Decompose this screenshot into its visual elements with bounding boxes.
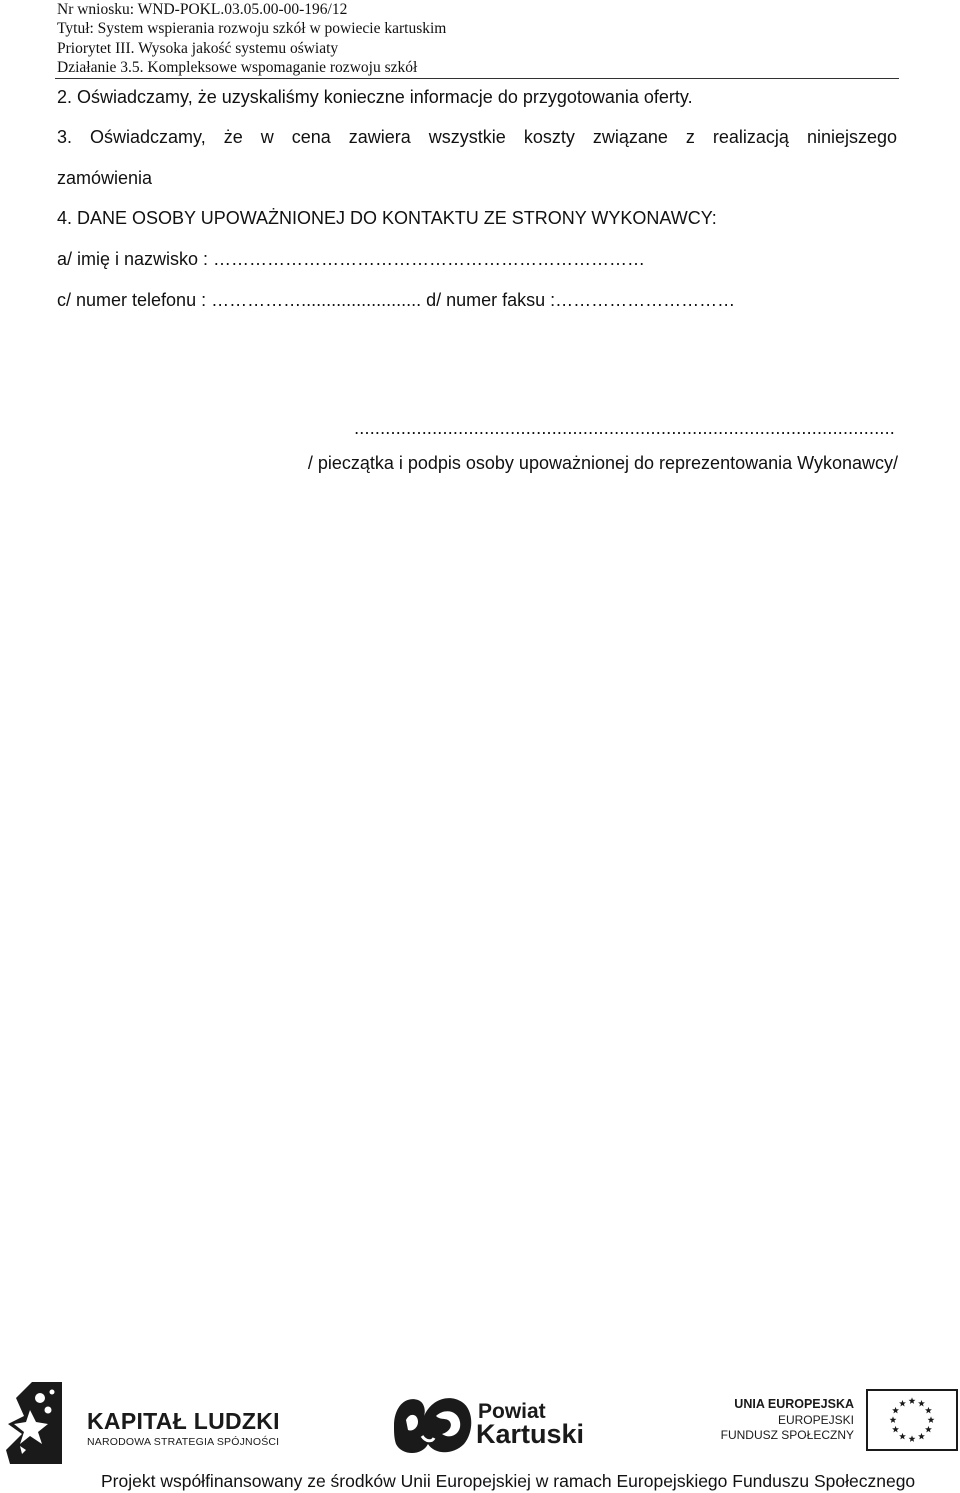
eu-fund-label-1: EUROPEJSKI <box>777 1413 854 1427</box>
kapital-ludzki-title: KAPITAŁ LUDZKI <box>87 1408 280 1434</box>
cofinancing-note: Projekt współfinansowany ze środków Unii Europejskiej w ramach Europejskiego Funduszu Społecznego <box>101 1471 916 1491</box>
kapital-ludzki-subtitle: NARODOWA STRATEGIA SPÓJNOŚCI <box>87 1436 280 1448</box>
header-divider <box>55 78 899 79</box>
field-phone-fax: c/ numer telefonu : ……………........................ d/ numer faksu :………………………… <box>57 290 736 310</box>
signature-line: ........................................................................................................ <box>354 418 895 438</box>
declaration-item-2: 2. Oświadczamy, że uzyskaliśmy konieczne informacje do przygotowania oferty. <box>57 87 693 107</box>
declaration-item-3-line1: 3. Oświadczamy, że w cena zawiera wszystkie koszty związane z realizacją niniejszego <box>57 127 897 147</box>
kartuski-label: Kartuski <box>476 1419 585 1449</box>
header-action: Działanie 3.5. Kompleksowe wspomaganie rozwoju szkół <box>57 58 418 76</box>
header-application-number: Nr wniosku: WND-POKL.03.05.00-00-196/12 <box>57 1 348 18</box>
field-name-surname: a/ imię i nazwisko : ……………………………………………………………… <box>57 249 646 269</box>
eu-flag-icon <box>866 1389 958 1451</box>
declaration-item-3-line2: zamówienia <box>57 168 153 188</box>
eu-fund-label-2: FUNDUSZ SPOŁECZNY <box>720 1428 854 1442</box>
project-header <box>57 0 899 77</box>
signature-caption: / pieczątka i podpis osoby upoważnionej do reprezentowania Wykonawcy/ <box>307 453 898 473</box>
header-title: Tytuł: System wspierania rozwoju szkół w powiecie kartuskim <box>57 20 447 38</box>
eu-union-label: UNIA EUROPEJSKA <box>734 1397 854 1411</box>
contact-section-heading: 4. DANE OSOBY UPOWAŻNIONEJ DO KONTAKTU ZE STRONY WYKONAWCY: <box>57 208 717 228</box>
header-priority: Priorytet III. Wysoka jakość systemu oświaty <box>57 39 339 57</box>
powiat-kartuski-logo-icon <box>388 1392 476 1458</box>
kapital-ludzki-logo-icon <box>2 1380 64 1466</box>
powiat-label: Powiat <box>478 1400 546 1423</box>
